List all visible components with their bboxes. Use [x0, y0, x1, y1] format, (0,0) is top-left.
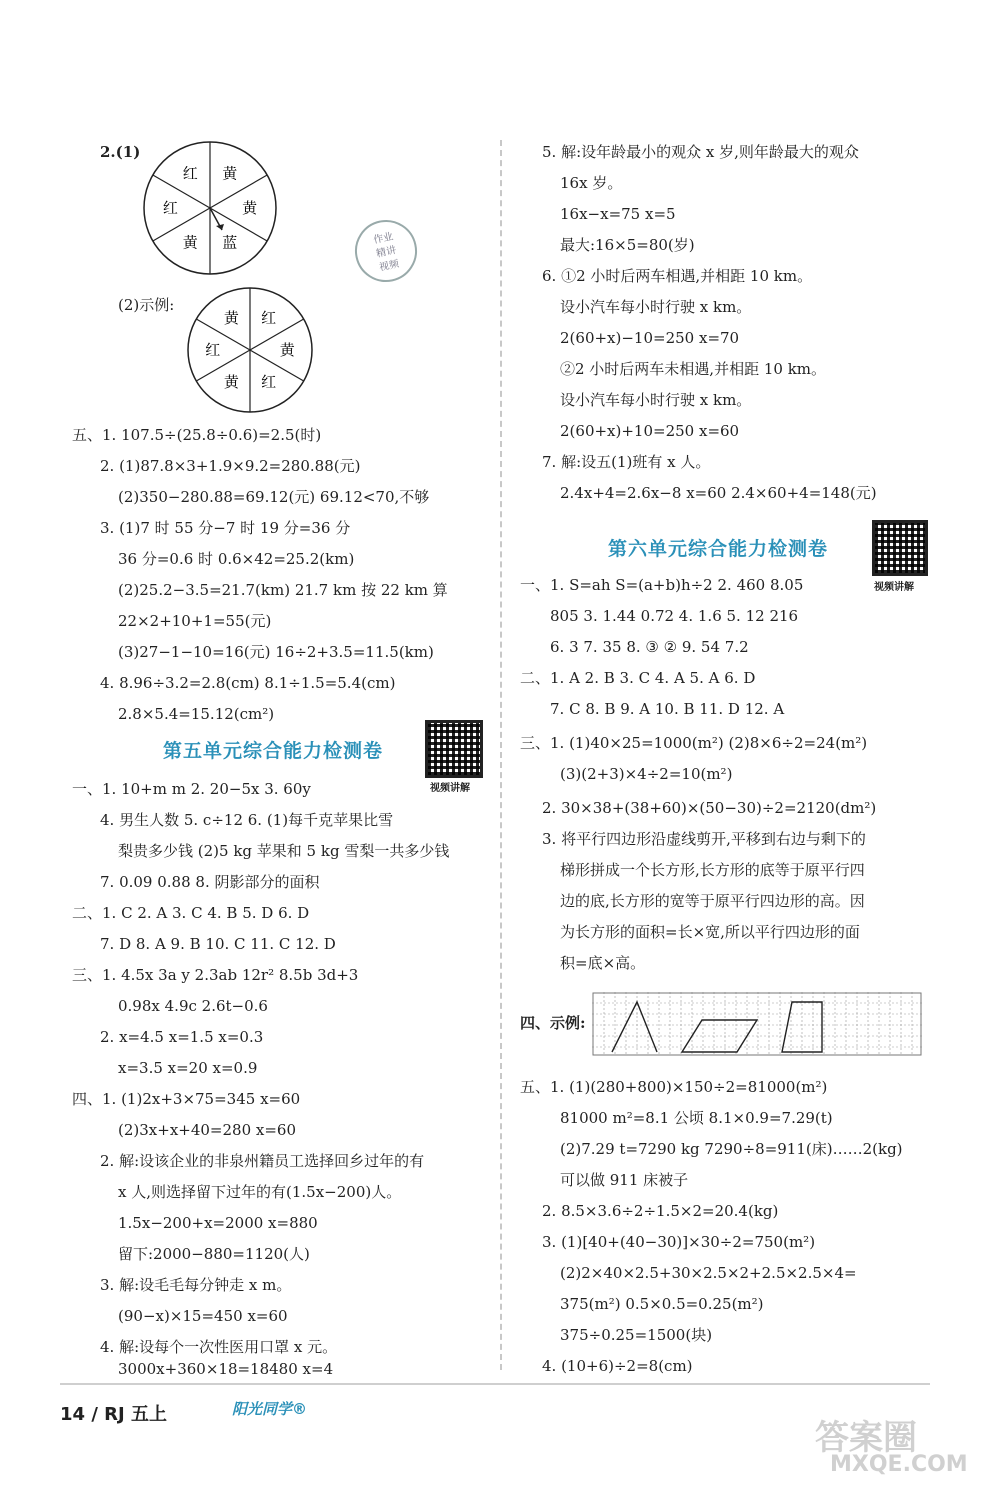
answer-line: 16x 岁。	[560, 174, 623, 192]
wheel-sector-label: 黄	[223, 373, 239, 392]
answer-line: 4. (10+6)÷2=8(cm)	[542, 1357, 693, 1375]
answer-line: 2. x=4.5 x=1.5 x=0.3	[100, 1028, 264, 1046]
answer-line: (2)7.29 t=7290 kg 7290÷8=911(床)……2(kg)	[560, 1140, 903, 1158]
answer-line: ②2 小时后两车未相遇,并相距 10 km。	[560, 360, 827, 378]
answer-line: 2. 解:设该企业的非泉州籍员工选择回乡过年的有	[100, 1152, 425, 1170]
wheel-sector-label: 红	[261, 308, 277, 327]
answer-line: 五、1. 107.5÷(25.8÷0.6)=2.5(时)	[72, 426, 322, 444]
qr-code-icon[interactable]	[425, 720, 483, 778]
column-divider	[500, 140, 502, 1370]
answer-line: (3)27−1−10=16(元) 16÷2+3.5=11.5(km)	[118, 643, 434, 661]
answer-line: 7. D 8. A 9. B 10. C 11. C 12. D	[100, 935, 336, 953]
answer-line: 留下:2000−880=1120(人)	[118, 1245, 310, 1263]
answer-line: 3. 解:设毛毛每分钟走 x m。	[100, 1276, 292, 1294]
answer-line: 一、1. 10+m m 2. 20−5x 3. 60y	[72, 780, 311, 798]
wheel-sector-label: 红	[162, 199, 178, 217]
answer-line: 7. C 8. B 9. A 10. B 11. D 12. A	[550, 700, 785, 718]
brand-logo: 阳光同学®	[232, 1400, 308, 1418]
answer-line: 一、1. S=ah S=(a+b)h÷2 2. 460 8.05	[520, 576, 804, 594]
answer-line: 22×2+10+1=55(元)	[118, 612, 272, 630]
watermark-url: MXQE.COM	[830, 1452, 968, 1477]
q2-2-label: (2)示例:	[118, 296, 175, 314]
wheel-divider	[210, 175, 267, 208]
spinner-wheel-2	[185, 285, 315, 415]
answer-line: 3000x+360×18=18480 x=4	[118, 1360, 334, 1378]
wheel-divider	[153, 208, 210, 241]
answer-line: 3. (1)7 时 55 分−7 时 19 分=36 分	[100, 519, 351, 537]
qr-code-icon[interactable]	[872, 520, 928, 576]
footer-rule	[60, 1383, 930, 1385]
answer-line: 可以做 911 床被子	[560, 1171, 689, 1189]
answer-line: 设小汽车每小时行驶 x km。	[560, 298, 752, 316]
stamp-seal	[349, 214, 423, 288]
answer-line: 6. 3 7. 35 8. ③ ② 9. 54 7.2	[550, 638, 749, 656]
answer-line: (2)350−280.88=69.12(元) 69.12<70,不够	[118, 488, 430, 506]
section-6-q4-label: 四、示例:	[520, 1014, 586, 1032]
wheel-sector-label: 黄	[222, 164, 238, 183]
answer-line: 梯形拼成一个长方形,长方形的底等于原平行四	[560, 861, 865, 879]
answer-line: 四、1. (1)2x+3×75=345 x=60	[72, 1090, 301, 1108]
answer-line: 4. 男生人数 5. c÷12 6. (1)每千克苹果比雪	[100, 811, 394, 829]
answer-line: 设小汽车每小时行驶 x km。	[560, 391, 752, 409]
answer-line: 三、1. (1)40×25=1000(m²) (2)8×6÷2=24(m²)	[520, 734, 868, 752]
answer-line: 4. 8.96÷3.2=2.8(cm) 8.1÷1.5=5.4(cm)	[100, 674, 396, 692]
stamp-line-2: 精讲	[375, 245, 398, 260]
answer-line: 36 分=0.6 时 0.6×42=25.2(km)	[118, 550, 355, 568]
answer-line: 0.98x 4.9c 2.6t−0.6	[118, 997, 268, 1015]
answer-line: 16x−x=75 x=5	[560, 205, 676, 223]
answer-line: 2.8×5.4=15.12(cm²)	[118, 705, 275, 723]
grid-figure	[592, 992, 922, 1056]
answer-line: 梨贵多少钱 (2)5 kg 苹果和 5 kg 雪梨一共多少钱	[118, 842, 450, 860]
answer-line: 积=底×高。	[560, 954, 646, 972]
answer-line: 81000 m²=8.1 公顷 8.1×0.9=7.29(t)	[560, 1109, 833, 1127]
answer-line: 7. 0.09 0.88 8. 阴影部分的面积	[100, 873, 320, 891]
answer-line: 7. 解:设五(1)班有 x 人。	[542, 453, 711, 471]
answer-line: 2(60+x)−10=250 x=70	[560, 329, 740, 347]
answer-line: 边的底,长方形的宽等于原平行四边形的高。因	[560, 892, 865, 910]
qr-label: 视频讲解	[874, 582, 914, 593]
wheel-divider	[153, 175, 210, 208]
answer-line: (90−x)×15=450 x=60	[118, 1307, 288, 1325]
answer-line: (2)25.2−3.5=21.7(km) 21.7 km 按 22 km 算	[118, 581, 448, 599]
stamp-line-3: 视频	[378, 258, 401, 274]
spinner-wheel-1	[140, 138, 280, 278]
wheel-sector-label: 黄	[223, 308, 239, 327]
answer-line: 二、1. C 2. A 3. C 4. B 5. D 6. D	[72, 904, 310, 922]
answer-line: 1.5x−200+x=2000 x=880	[118, 1214, 318, 1232]
answer-line: 2.4x+4=2.6x−8 x=60 2.4×60+4=148(元)	[560, 484, 877, 502]
answer-line: 2(60+x)+10=250 x=60	[560, 422, 740, 440]
wheel-sector-label: 红	[261, 373, 277, 392]
wheel-divider	[250, 350, 304, 381]
answer-line: (2)3x+x+40=280 x=60	[118, 1121, 297, 1139]
answer-line: 2. 8.5×3.6÷2÷1.5×2=20.4(kg)	[542, 1202, 779, 1220]
answer-line: 6. ①2 小时后两车相遇,并相距 10 km。	[542, 267, 813, 285]
wheel-sector-label: 黄	[182, 233, 198, 252]
watermark-logo: 答案圈	[815, 1418, 917, 1458]
wheel-sector-label: 红	[182, 164, 198, 183]
answer-line: 5. 解:设年龄最小的观众 x 岁,则年龄最大的观众	[542, 143, 859, 161]
answer-line: 二、1. A 2. B 3. C 4. A 5. A 6. D	[520, 669, 756, 687]
answer-line: 805 3. 1.44 0.72 4. 1.6 5. 12 216	[550, 607, 799, 625]
answer-line: 五、1. (1)(280+800)×150÷2=81000(m²)	[520, 1078, 828, 1096]
answer-line: 3. 将平行四边形沿虚线剪开,平移到右边与剩下的	[542, 830, 866, 848]
wheel-divider	[250, 319, 304, 350]
section-6-title: 第六单元综合能力检测卷	[608, 538, 829, 560]
answer-line: 为长方形的面积=长×宽,所以平行四边形的面	[560, 923, 860, 941]
answer-line: 375(m²) 0.5×0.5=0.25(m²)	[560, 1295, 764, 1313]
q2-1-label: 2.(1)	[100, 143, 141, 161]
answer-line: 4. 解:设每个一次性医用口罩 x 元。	[100, 1338, 338, 1356]
section-5-title: 第五单元综合能力检测卷	[163, 740, 384, 762]
answer-line: 2. (1)87.8×3+1.9×9.2=280.88(元)	[100, 457, 361, 475]
wheel-sector-label: 红	[205, 341, 221, 359]
page-number: 14 / RJ 五上	[60, 1404, 167, 1425]
answer-line: (3)(2+3)×4÷2=10(m²)	[560, 765, 733, 783]
answer-line: 2. 30×38+(38+60)×(50−30)÷2=2120(dm²)	[542, 799, 877, 817]
answer-line: 3. (1)[40+(40−30)]×30÷2=750(m²)	[542, 1233, 816, 1251]
answer-line: x=3.5 x=20 x=0.9	[118, 1059, 258, 1077]
stamp-line-1: 作业	[372, 231, 395, 247]
answer-line: 最大:16×5=80(岁)	[560, 236, 695, 254]
answer-line: 三、1. 4.5x 3a y 2.3ab 12r² 8.5b 3d+3	[72, 966, 359, 984]
answer-line: 375÷0.25=1500(块)	[560, 1326, 713, 1344]
wheel-sector-label: 黄	[242, 199, 258, 217]
wheel-sector-label: 黄	[279, 341, 295, 359]
answer-line: x 人,则选择留下过年的有(1.5x−200)人。	[118, 1183, 402, 1201]
qr-label: 视频讲解	[430, 783, 470, 794]
answer-line: (2)2×40×2.5+30×2.5×2+2.5×2.5×4=	[560, 1264, 857, 1282]
wheel-sector-label: 蓝	[222, 233, 238, 252]
